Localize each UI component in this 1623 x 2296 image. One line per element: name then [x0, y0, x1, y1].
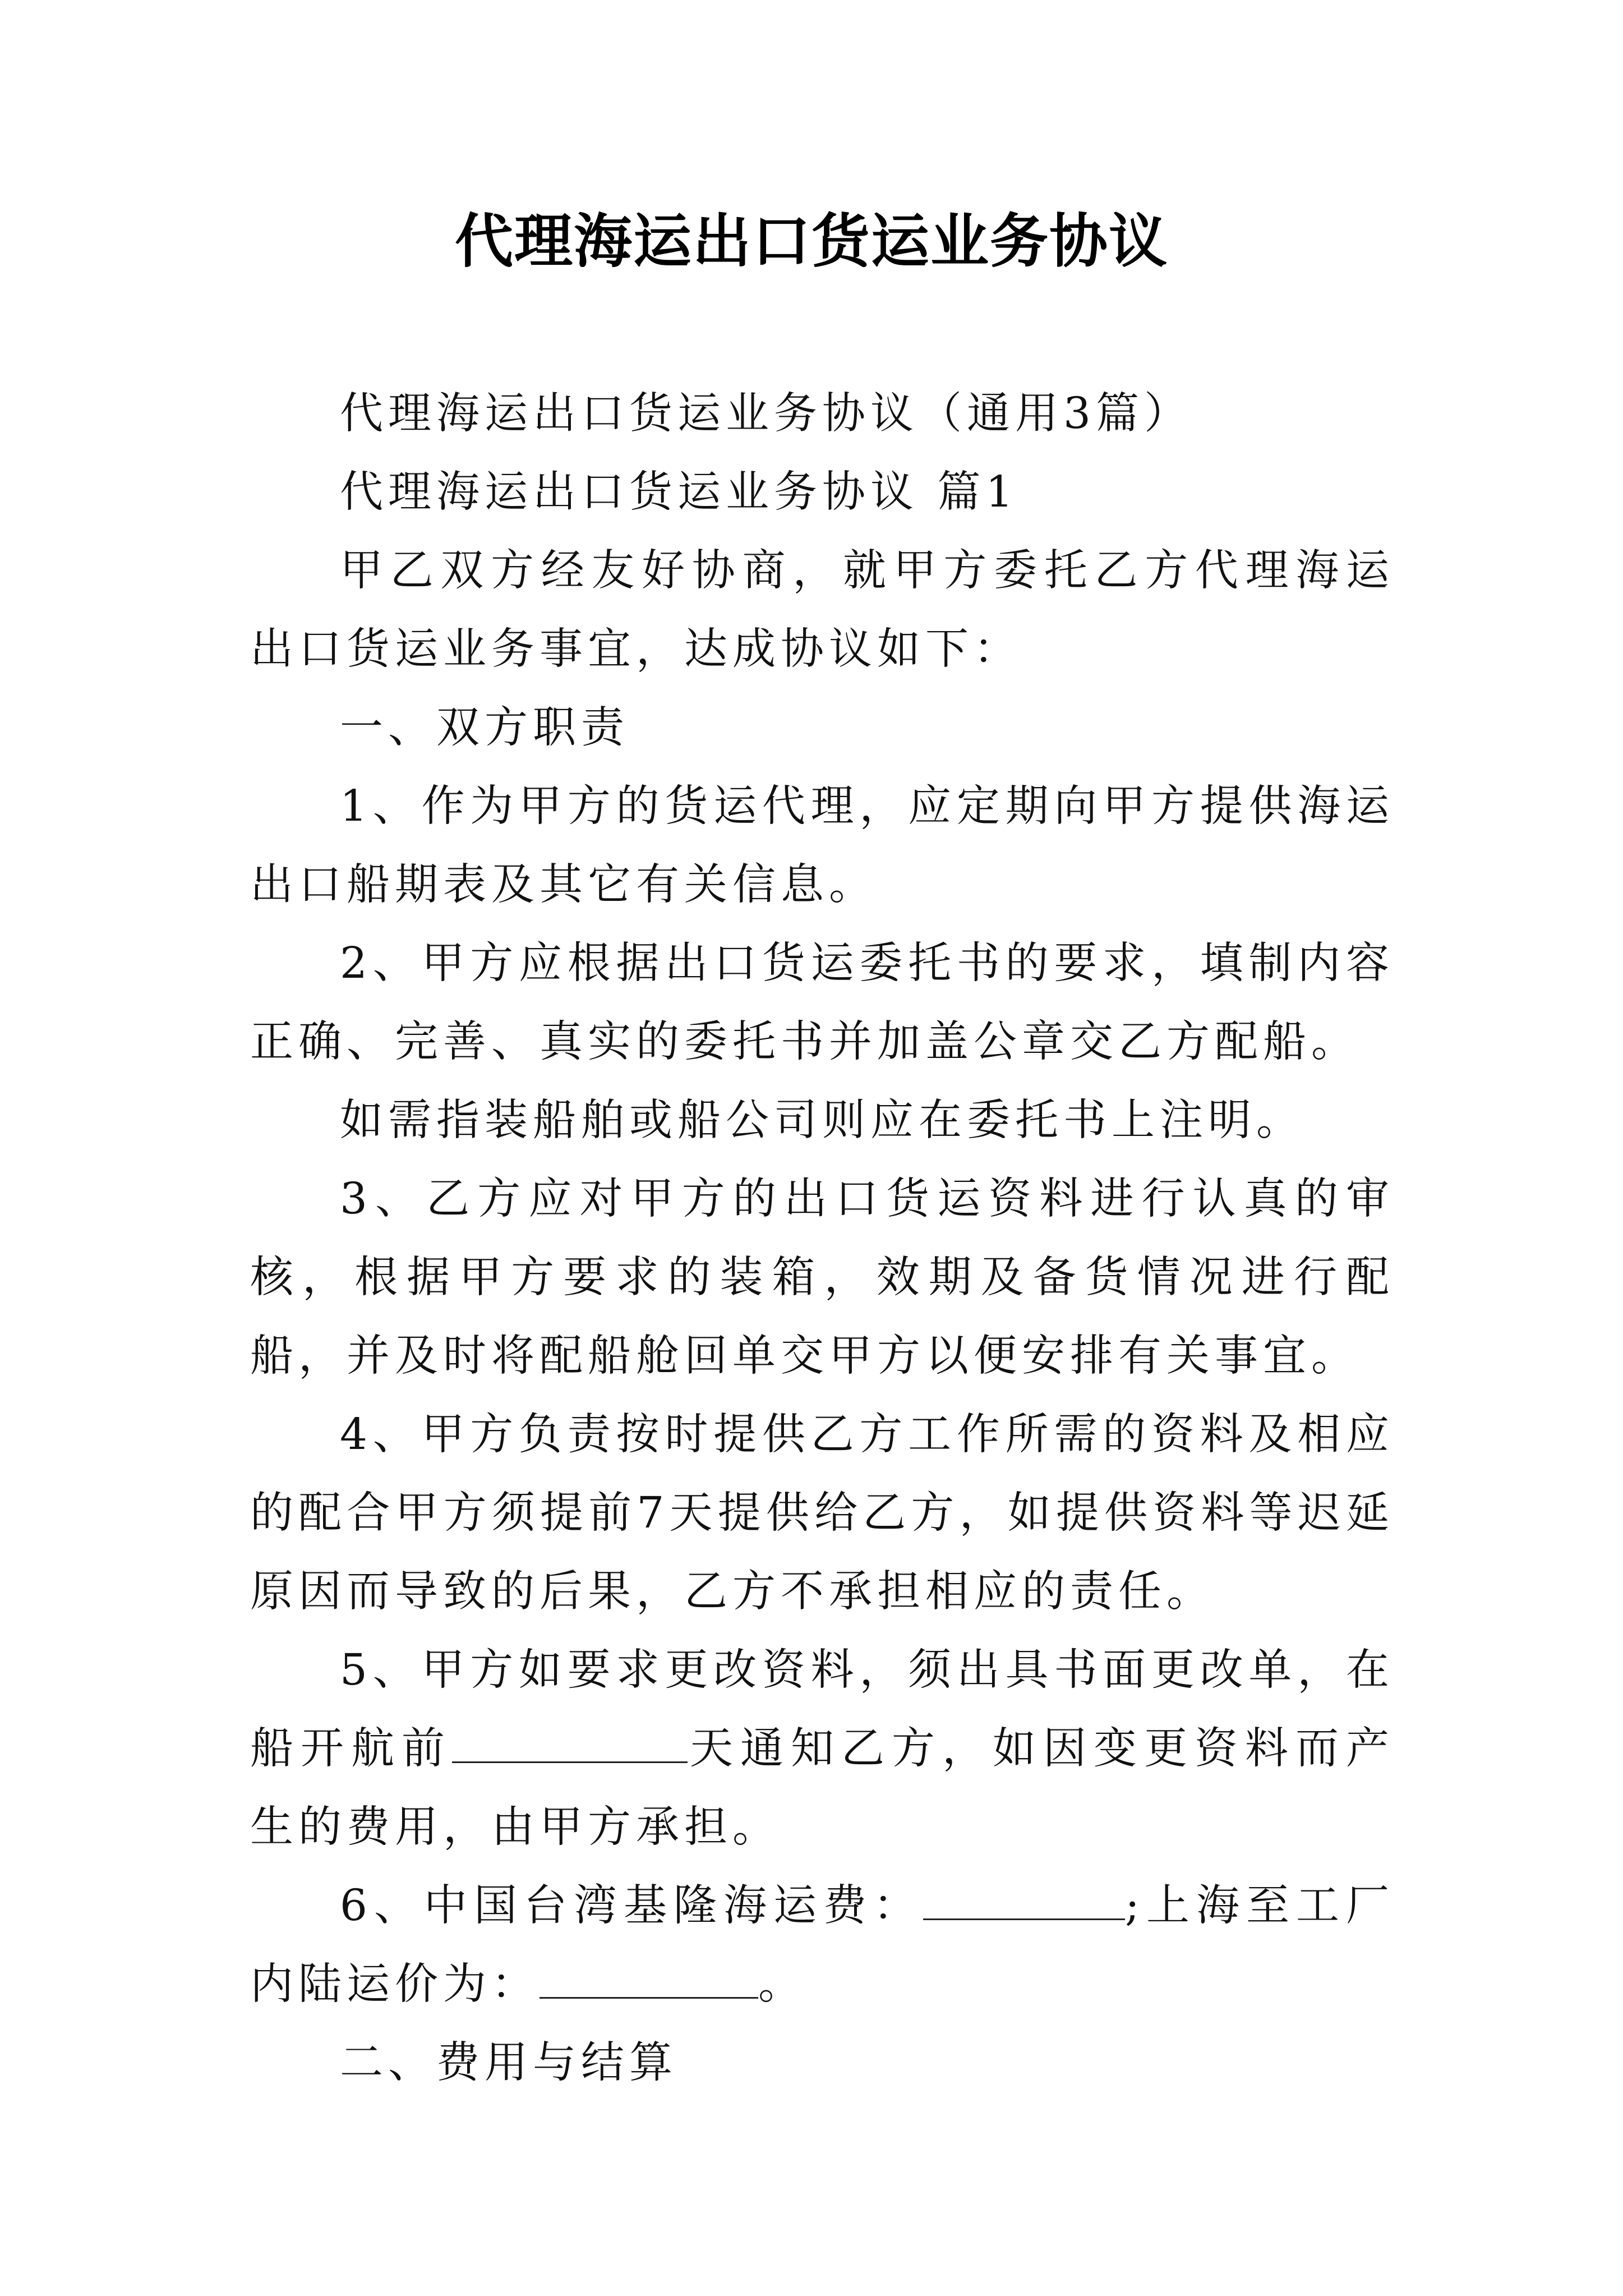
clause-6-text-middle: ;上海至工厂内陆运价为：	[250, 1881, 1394, 2009]
clause-5-text-start: 5、甲方如要求更改资料，须出具书面更改单，在船开航前	[250, 1645, 1394, 1774]
paragraph-clause-2: 2、甲方应根据出口货运委托书的要求，填制内容正确、完善、真实的委托书并加盖公章交乙方配船。	[250, 938, 1394, 1067]
paragraph-clause-5	[250, 1631, 1394, 1867]
fill-in-blank-sea-freight	[923, 1879, 1125, 1920]
clause-6-text-start: 6、中国台湾基隆海运费：	[340, 1881, 924, 1931]
clause-5-text-end: 天通知乙方，如因变更资料而产生的费用，由甲方承担。	[250, 1724, 1394, 1852]
paragraph-heading-fees: 二、费用与结算	[340, 2038, 677, 2088]
paragraph-subtitle: 代理海运出口货运业务协议（通用3篇）	[340, 389, 1192, 439]
paragraph-clause-3: 3、乙方应对甲方的出口货运资料进行认真的审核，根据甲方要求的装箱，效期及备货情况进行配船，并及时将配船舱回单交甲方以便安排有关事宜。	[250, 1174, 1394, 1381]
paragraph-intro: 甲乙双方经友好协商，就甲方委托乙方代理海运出口货运业务事宜，达成协议如下：	[250, 546, 1394, 674]
paragraph-clause-2-note: 如需指装船舶或船公司则应在委托书上注明。	[340, 1096, 1304, 1145]
fill-in-blank-days	[452, 1722, 688, 1763]
paragraph-clause-6	[250, 1867, 1394, 2024]
document-body	[250, 375, 1394, 2102]
paragraph-section-heading: 代理海运出口货运业务协议 篇1	[340, 467, 1018, 517]
document-title: 代理海运出口货运业务协议	[454, 206, 1168, 275]
paragraph-clause-4: 4、甲方负责按时提供乙方工作所需的资料及相应的配合甲方须提前7天提供给乙方，如提供资料等迟延原因而导致的后果，乙方不承担相应的责任。	[250, 1410, 1394, 1617]
paragraph-heading-duties: 一、双方职责	[340, 703, 629, 753]
fill-in-blank-inland-freight	[540, 1958, 758, 1999]
paragraph-clause-1: 1、作为甲方的货运代理，应定期向甲方提供海运出口船期表及其它有关信息。	[250, 781, 1394, 910]
clause-6-text-end: 。	[758, 1959, 806, 2009]
